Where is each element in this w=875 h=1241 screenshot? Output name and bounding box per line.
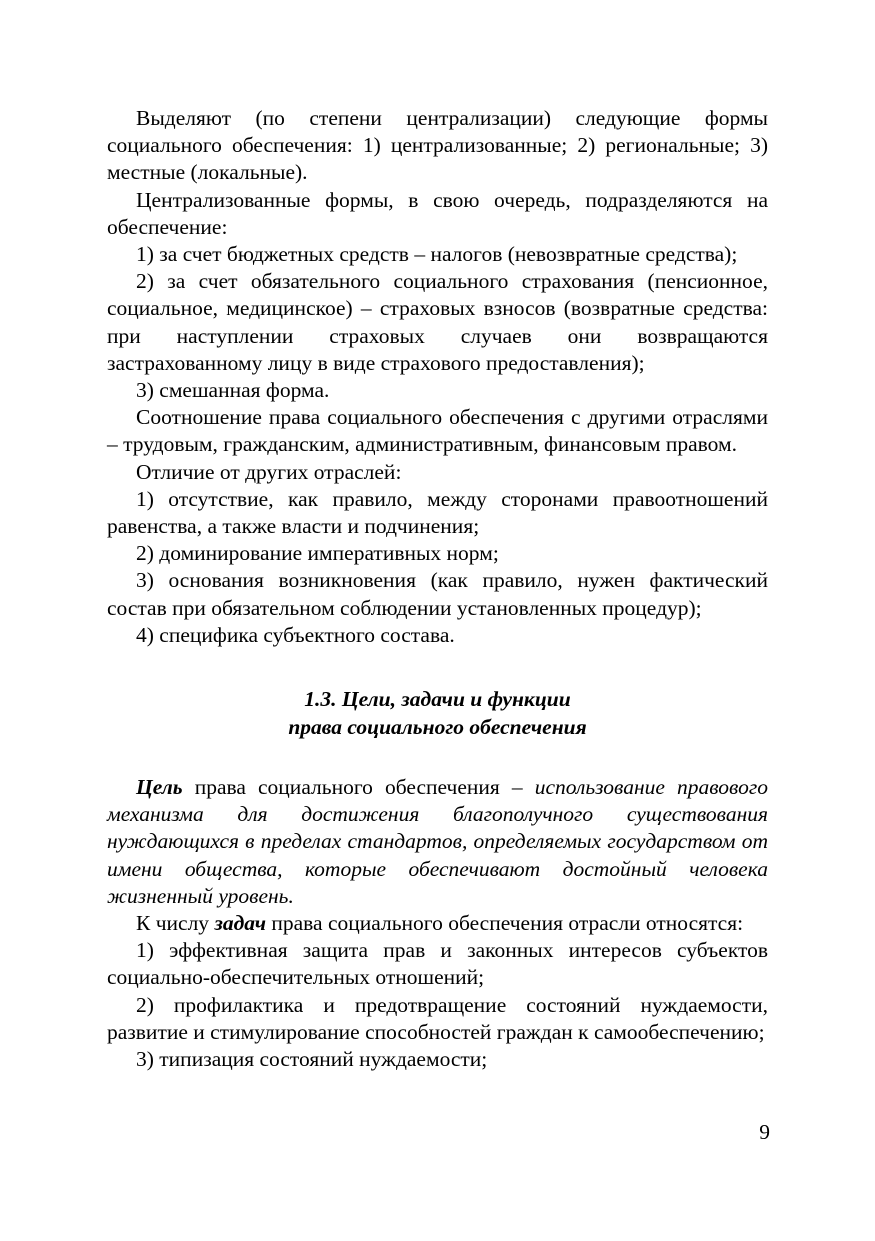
list-item-mixed: 3) смешанная форма. [136, 378, 330, 403]
goal-definition: использование правового механизма для достижения благополучного существования нуждающихся в пределах стандартов, определяемых государством от имени общества, которые обеспечивают достойный человека жизненный уровень. [107, 775, 768, 908]
tasks-lead-before: К числу [136, 911, 215, 936]
paragraph-goal [107, 774, 768, 910]
list-item-budget: 1) за счет бюджетных средств – налогов (невозвратные средства); [136, 242, 738, 267]
tasks-term: задач [214, 911, 266, 936]
list-item-difference-4: 4) специфика субъектного состава. [136, 622, 455, 647]
list-item-task-3: 3) типизация состояний нуждаемости; [136, 1047, 488, 1072]
tasks-lead-after: права социального обеспечения отрасли относятся: [266, 911, 744, 936]
section-heading-line-2: права социального обеспечения [288, 715, 587, 740]
paragraph-centralized-forms: Централизованные формы, в свою очередь, подразделяются на обеспечение: [107, 187, 768, 239]
paragraph-differences-intro: Отличие от других отраслей: [136, 459, 402, 484]
paragraph-tasks-lead [107, 910, 768, 937]
section-heading-line-1: 1.3. Цели, задачи и функции [304, 687, 571, 712]
list-item-task-1: 1) эффективная защита прав и законных интересов субъектов социально-обеспечительных отношений; [107, 938, 768, 990]
list-item-task-2: 2) профилактика и предотвращение состояний нуждаемости, развитие и стимулирование способностей граждан к самообеспечению; [107, 992, 768, 1044]
paragraph-forms-intro: Выделяют (по степени централизации) следующие формы социального обеспечения: 1) централизованные; 2) региональные; 3) местные (локальные). [107, 106, 768, 185]
page-number: 9 [759, 1120, 770, 1144]
page-body [107, 105, 768, 1073]
paragraph-relation-branches: Соотношение права социального обеспечения с другими отраслями – трудовым, гражданским, административным, финансовым правом. [107, 405, 768, 457]
list-item-difference-3: 3) основания возникновения (как правило, нужен фактический состав при обязательном соблюдении установленных процедур); [107, 568, 768, 620]
goal-term: Цель [136, 775, 183, 800]
section-heading [107, 685, 768, 741]
goal-middle: права социального обеспечения – [182, 775, 535, 800]
list-item-difference-2: 2) доминирование императивных норм; [136, 541, 499, 566]
list-item-insurance: 2) за счет обязательного социального страхования (пенсионное, социальное, медицинское) – страховых взносов (возвратные средства: при наступлении страховых случаев они возвращаются застрахованному лицу в виде страхового предоставления); [107, 269, 768, 375]
list-item-difference-1: 1) отсутствие, как правило, между сторонами правоотношений равенства, а также власти и подчинения; [107, 486, 768, 539]
